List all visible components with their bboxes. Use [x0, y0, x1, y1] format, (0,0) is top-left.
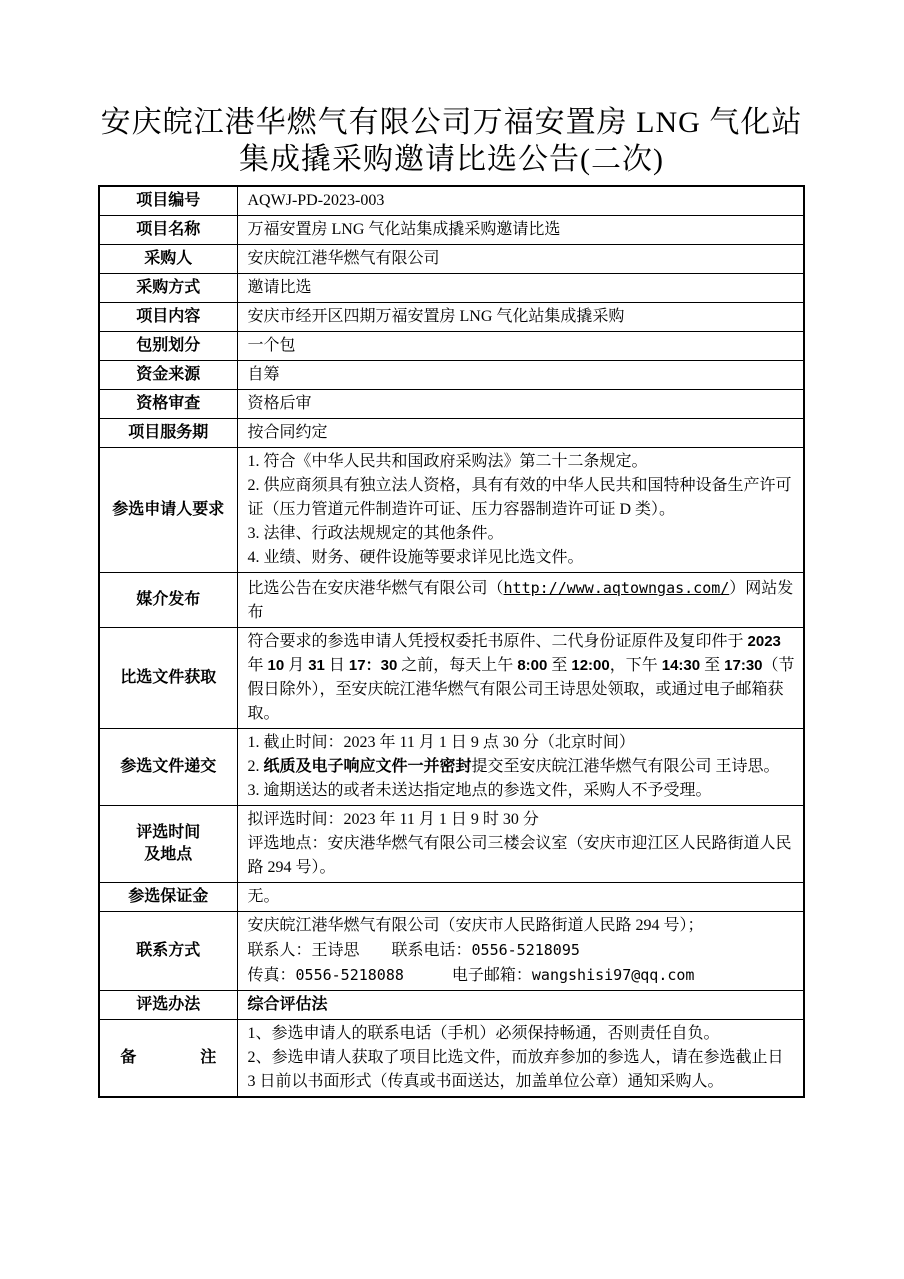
service-period-value: 按合同约定 — [237, 419, 804, 448]
project-number-label: 项目编号 — [99, 186, 237, 216]
evaluation-time-text: 拟评选时间：2023 年 11 月 1 日 9 时 30 分 — [247, 811, 539, 828]
row-project-content — [99, 303, 804, 332]
contact-info-value — [237, 912, 804, 991]
text-segment: 2023 — [747, 633, 781, 650]
funding-source-label: 资金来源 — [99, 361, 237, 390]
text-segment: ）网站发布 — [247, 579, 794, 621]
text-segment: 31 — [308, 657, 325, 674]
purchaser-value: 安庆皖江港华燃气有限公司 — [237, 245, 804, 274]
text-segment: 12:00 — [571, 657, 610, 674]
document-acquisition-text — [248, 630, 796, 726]
document-acquisition-value — [237, 628, 804, 729]
media-publication-text — [248, 576, 796, 625]
document-submission-value — [237, 729, 804, 806]
row-contact-info — [99, 912, 804, 991]
package-division-label: 包别划分 — [99, 332, 237, 361]
page-title-line1: 安庆皖江港华燃气有限公司万福安置房 LNG 气化站 — [100, 106, 803, 139]
page-title — [98, 0, 805, 178]
funding-source-value: 自筹 — [237, 361, 804, 390]
project-content-label: 项目内容 — [99, 303, 237, 332]
row-remarks — [99, 1020, 804, 1098]
text-segment: 0556-5218088 — [295, 966, 404, 984]
text-segment: 17:30 — [724, 657, 763, 674]
submission-item-3: 3. 逾期送达的或者未送达指定地点的参选文件，采购人不予受理。 — [247, 782, 712, 799]
text-segment: ，下午 — [609, 657, 662, 674]
evaluation-method-label: 评选办法 — [99, 991, 237, 1020]
evaluation-time-place-label — [99, 806, 237, 883]
bid-deposit-label: 参选保证金 — [99, 883, 237, 912]
submission-item-1: 1. 截止时间：2023 年 11 月 1 日 9 点 30 分（北京时间） — [247, 734, 635, 751]
row-evaluation-time-place — [99, 806, 804, 883]
text-segment: 14:30 — [661, 657, 701, 674]
applicant-requirements-label: 参选申请人要求 — [99, 448, 237, 573]
submission-item-2 — [248, 755, 796, 779]
contact-address: 安庆皖江港华燃气有限公司（安庆市人民路街道人民路 294 号）； — [247, 917, 704, 934]
remarks-item-2: 2、参选申请人获取了项目比选文件，而放弃参加的参选人，请在参选截止日 3 日前以书面形式（传真或书面送达，加盖单位公章）通知采购人。 — [247, 1049, 784, 1090]
package-division-value: 一个包 — [237, 332, 804, 361]
text-segment: （节假日除外），至安庆皖江港华燃气有限公司王诗思处领取，或通过电子邮箱获取。 — [247, 657, 795, 722]
row-service-period — [99, 419, 804, 448]
text-segment: 至 — [547, 657, 572, 674]
row-purchaser — [99, 245, 804, 274]
text-segment: 提交至安庆皖江港华燃气有限公司 王诗思。 — [471, 758, 780, 775]
remarks-label: 备 注 — [99, 1020, 237, 1098]
row-document-acquisition — [99, 628, 804, 729]
purchaser-label: 采购人 — [99, 245, 237, 274]
project-number-value: AQWJ-PD-2023-003 — [237, 186, 804, 216]
document-submission-label: 参选文件递交 — [99, 729, 237, 806]
page-title-line2: 集成撬采购邀请比选公告(二次) — [239, 143, 664, 176]
row-document-submission — [99, 729, 804, 806]
text-segment: 电子邮箱： — [403, 967, 532, 984]
row-bid-deposit — [99, 883, 804, 912]
announcement-table — [98, 185, 805, 1098]
text-segment: 比选公告在安庆港华燃气有限公司（ — [247, 579, 504, 597]
evaluation-place-text: 评选地点：安庆港华燃气有限公司三楼会议室（安庆市迎江区人民路街道人民路 294 号）。 — [247, 835, 792, 876]
text-segment: 符合要求的参选申请人凭授权委托书原件、二代身份证原件及复印件于 — [247, 633, 748, 650]
text-segment: 传真： — [247, 967, 296, 984]
procurement-method-label: 采购方式 — [99, 274, 237, 303]
website-link[interactable]: http://www.aqtowngas.com/ — [503, 578, 730, 597]
text-segment: 2. — [247, 758, 264, 775]
project-name-label: 项目名称 — [99, 216, 237, 245]
evaluation-method-value: 综合评估法 — [237, 991, 804, 1020]
requirement-item-2: 2. 供应商须具有独立法人资格，具有有效的中华人民共和国特种设备生产许可证（压力管道元件制造许可证、压力容器制造许可证 D 类）。 — [247, 477, 792, 518]
contact-email: wangshisi97@qq.com — [531, 966, 695, 984]
media-publication-label: 媒介发布 — [99, 573, 237, 628]
row-project-name — [99, 216, 804, 245]
text-segment: 0556-5218095 — [471, 941, 580, 959]
project-content-value: 安庆市经开区四期万福安置房 LNG 气化站集成撬采购 — [237, 303, 804, 332]
row-procurement-method — [99, 274, 804, 303]
procurement-method-value: 邀请比选 — [237, 274, 804, 303]
text-segment: 纸质及电子响应文件一并密封 — [263, 758, 472, 775]
text-segment: 年 — [247, 657, 268, 674]
document-acquisition-label: 比选文件获取 — [99, 628, 237, 729]
row-applicant-requirements — [99, 448, 804, 573]
row-qualification-review — [99, 390, 804, 419]
evaluation-time-place-label-line2: 及地点 — [144, 846, 193, 863]
applicant-requirements-value — [237, 448, 804, 573]
requirement-item-3: 3. 法律、行政法规规定的其他条件。 — [247, 525, 504, 542]
row-funding-source — [99, 361, 804, 390]
contact-info-label: 联系方式 — [99, 912, 237, 991]
evaluation-time-place-label-line1: 评选时间 — [136, 824, 201, 841]
contact-fax-email — [248, 963, 796, 988]
service-period-label: 项目服务期 — [99, 419, 237, 448]
media-publication-value — [237, 573, 804, 628]
text-segment: 联系人：王诗思 联系电话： — [247, 942, 472, 959]
text-segment: 10 — [267, 657, 285, 674]
text-segment: 日 — [324, 657, 349, 674]
bid-deposit-value: 无。 — [237, 883, 804, 912]
row-media-publication — [99, 573, 804, 628]
text-segment: 8:00 — [517, 657, 548, 674]
requirement-item-4: 4. 业绩、财务、硬件设施等要求详见比选文件。 — [247, 549, 584, 566]
requirement-item-1: 1. 符合《中华人民共和国政府采购法》第二十二条规定。 — [247, 453, 648, 470]
text-segment: 17：30 — [348, 657, 398, 674]
remarks-item-1: 1、参选申请人的联系电话（手机）必须保持畅通，否则责任自负。 — [247, 1025, 720, 1042]
qualification-review-label: 资格审查 — [99, 390, 237, 419]
text-segment: 至 — [700, 657, 725, 674]
evaluation-time-place-value — [237, 806, 804, 883]
text-segment: 月 — [284, 657, 309, 674]
project-name-value: 万福安置房 LNG 气化站集成撬采购邀请比选 — [237, 216, 804, 245]
remarks-value — [237, 1020, 804, 1098]
contact-person-phone — [248, 938, 796, 963]
text-segment: 之前，每天上午 — [397, 657, 518, 674]
qualification-review-value: 资格后审 — [237, 390, 804, 419]
row-project-number — [99, 186, 804, 216]
row-package-division — [99, 332, 804, 361]
row-evaluation-method — [99, 991, 804, 1020]
